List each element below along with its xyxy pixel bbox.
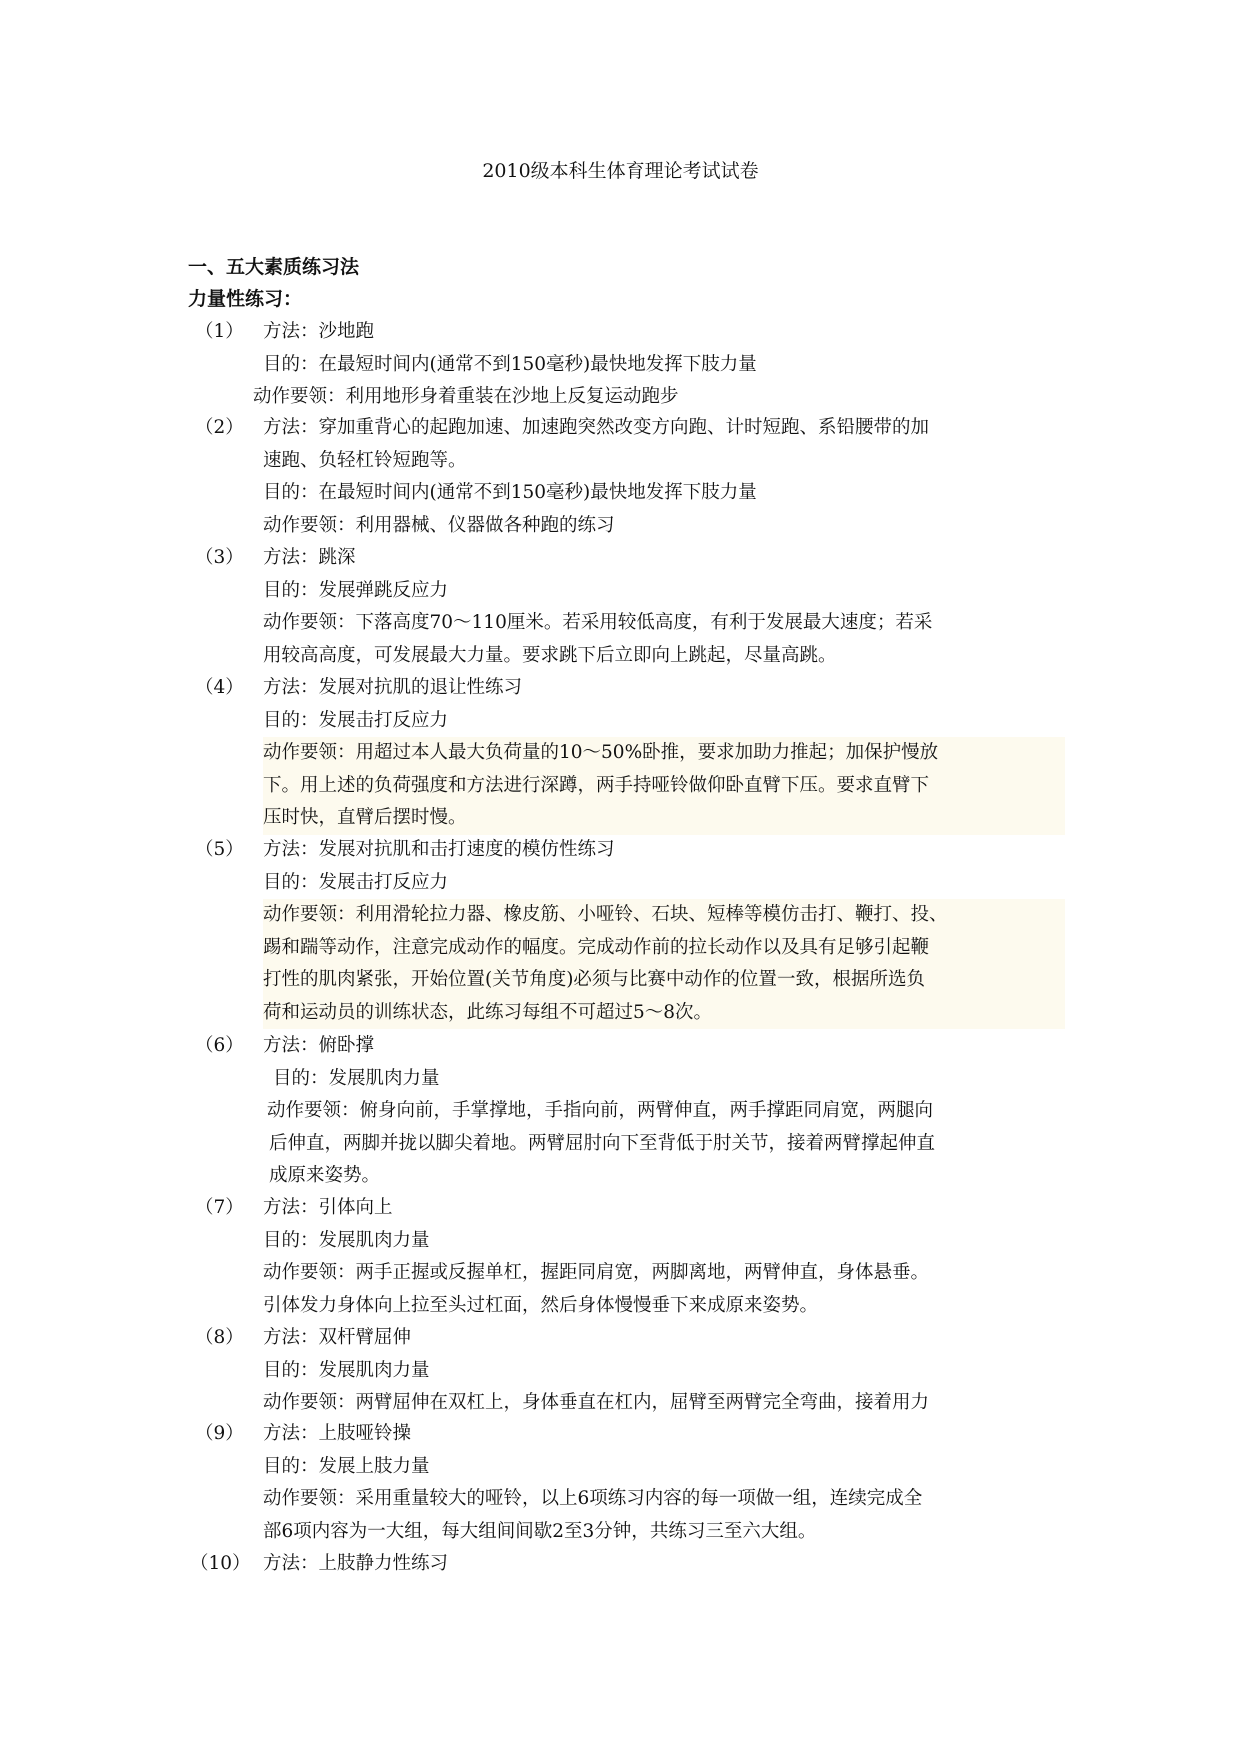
item-number: （4） bbox=[195, 677, 244, 698]
item-key-points: 动作要领：利用滑轮拉力器、橡皮筋、小哑铃、石块、短棒等模仿击打、鞭打、投、 bbox=[263, 899, 1065, 932]
exercise-item-7 bbox=[195, 1192, 1065, 1322]
item-key-points: 用较高高度，可发展最大力量。要求跳下后立即向上跳起，尽量高跳。 bbox=[263, 644, 837, 666]
item-key-points: 后伸直，两脚并拢以脚尖着地。两臂屈肘向下至背低于肘关节，接着两臂撑起伸直 bbox=[269, 1132, 936, 1154]
item-method: 方法：跳深 bbox=[263, 547, 356, 568]
item-key-points: 动作要领：利用地形身着重装在沙地上反复运动跑步 bbox=[253, 386, 679, 407]
item-purpose: 目的：发展肌肉力量 bbox=[273, 1067, 440, 1089]
item-purpose: 目的：在最短时间内(通常不到150毫秒)最快地发挥下肢力量 bbox=[263, 482, 757, 503]
exercise-item-4 bbox=[195, 672, 1065, 835]
item-key-points: 引体发力身体向上拉至头过杠面，然后身体慢慢垂下来成原来姿势。 bbox=[263, 1294, 819, 1316]
item-key-points: 动作要领：用超过本人最大负荷量的10～50%卧推，要求加助力推起；加保护慢放 bbox=[263, 737, 1065, 770]
item-number: （6） bbox=[195, 1035, 244, 1056]
exercise-item-10 bbox=[190, 1548, 1065, 1581]
item-purpose: 目的：发展击打反应力 bbox=[263, 871, 449, 893]
exercise-item-1 bbox=[195, 316, 1065, 414]
item-method: 方法：引体向上 bbox=[263, 1197, 393, 1218]
item-purpose: 目的：发展击打反应力 bbox=[263, 709, 449, 731]
item-number: （10） bbox=[190, 1553, 251, 1574]
item-method: 方法：俯卧撑 bbox=[263, 1035, 375, 1056]
item-method: 方法：发展对抗肌和击打速度的模仿性练习 bbox=[263, 839, 615, 860]
item-purpose: 目的：发展上肢力量 bbox=[263, 1455, 430, 1477]
item-key-points: 动作要领：俯身向前，手掌撑地，手指向前，两臂伸直，两手撑距同肩宽，两腿向 bbox=[267, 1100, 934, 1121]
item-number: （9） bbox=[195, 1423, 244, 1444]
exercise-item-5 bbox=[195, 834, 1065, 1029]
item-key-points: 打性的肌肉紧张，开始位置(关节角度)必须与比赛中动作的位置一致，根据所选负 bbox=[263, 964, 1065, 997]
exercise-item-3 bbox=[195, 542, 1065, 672]
item-key-points: 成原来姿势。 bbox=[269, 1165, 381, 1186]
item-method: 方法：发展对抗肌的退让性练习 bbox=[263, 677, 523, 698]
section-heading: 一、五大素质练习法 bbox=[188, 256, 360, 278]
item-key-points: 动作要领：两臂屈伸在双杠上，身体垂直在杠内，屈臂至两臂完全弯曲，接着用力 bbox=[263, 1392, 930, 1413]
item-number: （2） bbox=[195, 417, 244, 438]
item-key-points: 动作要领：两手正握或反握单杠，握距同肩宽，两脚离地，两臂伸直，身体悬垂。 bbox=[263, 1262, 930, 1283]
item-key-points: 压时快，直臂后摆时慢。 bbox=[263, 802, 1065, 835]
item-method: 方法：上肢静力性练习 bbox=[263, 1553, 449, 1574]
item-number: （1） bbox=[195, 321, 244, 342]
exercise-item-8 bbox=[195, 1322, 1065, 1420]
item-purpose: 目的：发展肌肉力量 bbox=[263, 1359, 430, 1381]
item-method: 方法：穿加重背心的起跑加速、加速跑突然改变方向跑、计时短跑、系铅腰带的加 bbox=[263, 417, 930, 438]
item-key-points: 部6项内容为一大组，每大组间间歇2至3分钟，共练习三至六大组。 bbox=[263, 1520, 817, 1542]
item-key-points: 动作要领：下落高度70～110厘米。若采用较低高度，有利于发展最大速度；若采 bbox=[263, 612, 933, 633]
item-method: 方法：沙地跑 bbox=[263, 321, 375, 342]
exercise-item-2 bbox=[195, 412, 1065, 542]
item-purpose: 目的：在最短时间内(通常不到150毫秒)最快地发挥下肢力量 bbox=[263, 353, 757, 375]
item-purpose: 目的：发展肌肉力量 bbox=[263, 1229, 430, 1251]
item-key-points: 下。用上述的负荷强度和方法进行深蹲，两手持哑铃做仰卧直臂下压。要求直臂下 bbox=[263, 770, 1065, 803]
item-key-points: 动作要领：利用器械、仪器做各种跑的练习 bbox=[263, 514, 615, 536]
item-number: （7） bbox=[195, 1197, 244, 1218]
item-method: 方法：上肢哑铃操 bbox=[263, 1423, 412, 1444]
item-number: （5） bbox=[195, 839, 244, 860]
item-method: 方法：双杆臂屈伸 bbox=[263, 1327, 412, 1348]
exercise-item-9 bbox=[195, 1418, 1065, 1548]
item-key-points: 踢和踹等动作，注意完成动作的幅度。完成动作前的拉长动作以及具有足够引起鞭 bbox=[263, 932, 1065, 965]
item-key-points: 荷和运动员的训练状态，此练习每组不可超过5～8次。 bbox=[263, 997, 1065, 1030]
item-key-points: 动作要领：采用重量较大的哑铃，以上6项练习内容的每一项做一组，连续完成全 bbox=[263, 1488, 923, 1509]
exercise-item-6 bbox=[195, 1030, 1065, 1193]
item-purpose: 目的：发展弹跳反应力 bbox=[263, 579, 449, 601]
item-number: （3） bbox=[195, 547, 244, 568]
subsection-heading: 力量性练习： bbox=[188, 288, 303, 310]
item-number: （8） bbox=[195, 1327, 244, 1348]
item-method-cont: 速跑、负轻杠铃短跑等。 bbox=[263, 449, 467, 471]
page-title: 2010级本科生体育理论考试试卷 bbox=[482, 160, 759, 182]
